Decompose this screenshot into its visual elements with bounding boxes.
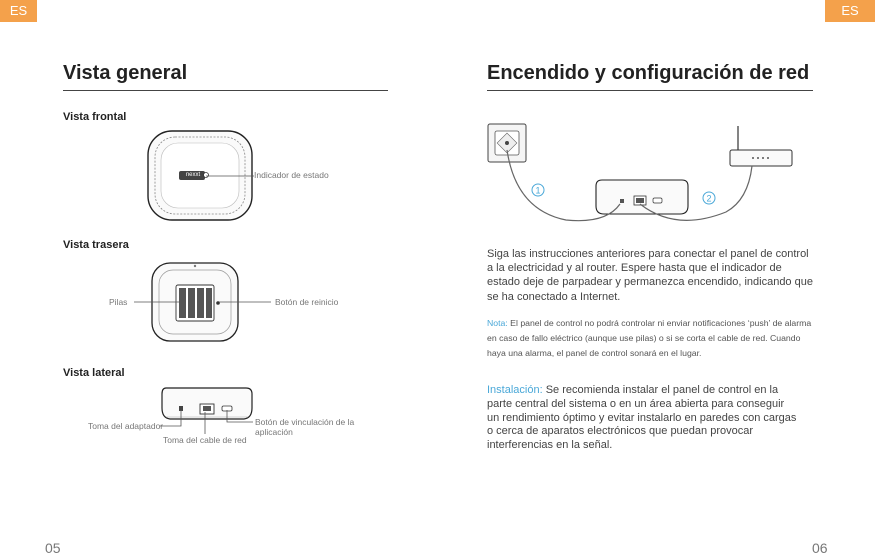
installation-label: Instalación: [487,384,543,396]
note-text: El panel de control no podrá controlar ni enviar notificaciones ‘push’ de alarma en caso de fallo eléctrico (aunque use pilas) o si se corta el cable de red. Cuando haya una alarma, el panel de control sonará en el lugar. [487,318,812,358]
overview-title-rule [63,90,388,91]
page-number-right: 06 [812,540,828,556]
side-view-heading: Vista lateral [63,367,125,379]
status-indicator-label: Indicador de estado [254,170,329,180]
pairing-button-leader [225,410,255,428]
language-tag-left: ES [0,0,37,22]
device-logo: nexxt [185,172,201,178]
batteries-label: Pilas [109,297,128,307]
status-indicator-leader [206,175,256,177]
rear-view-heading: Vista trasera [63,239,129,251]
adapter-port-leader [160,410,184,432]
reset-button-leader [219,301,275,303]
front-view-heading: Vista frontal [63,111,127,123]
setup-title-rule [487,90,813,91]
pairing-button-label: Botón de vinculación de la aplicación [255,417,355,437]
step-1-number: 1 [535,185,541,196]
router-icon [730,126,792,166]
setup-title: Encendido y configuración de red [487,62,810,84]
note-label: Nota: [487,318,508,328]
batteries-leader [134,301,184,303]
setup-instructions: Siga las instrucciones anteriores para conectar el panel de control a la electricidad y al router. Espere hasta que el indicador de estado deje de parpadear y permanezca encendido, indicando que se ha conectado a Internet. [487,248,813,303]
connection-diagram [486,120,812,230]
page-number-left: 05 [45,540,61,556]
network-port-label: Toma del cable de red [163,435,247,445]
step-2-number: 2 [706,193,712,204]
network-port-leader [203,412,207,436]
language-tag-right: ES [825,0,875,22]
adapter-port-label: Toma del adaptador [88,421,164,431]
installation-text: Se recomienda instalar el panel de control en la parte central del sistema o en un área abierta para conseguir un rendimiento óptimo y evitar instalarlo en paredes con cargas o cerca de aparatos electrónicos que puedan provocar interferencias en la señal. [487,384,797,452]
note-paragraph [487,316,817,361]
reset-button-label: Botón de reinicio [275,297,339,307]
installation-paragraph [487,384,797,453]
control-panel-icon [596,180,688,214]
overview-title: Vista general [63,62,188,84]
wall-socket-icon [488,124,526,162]
